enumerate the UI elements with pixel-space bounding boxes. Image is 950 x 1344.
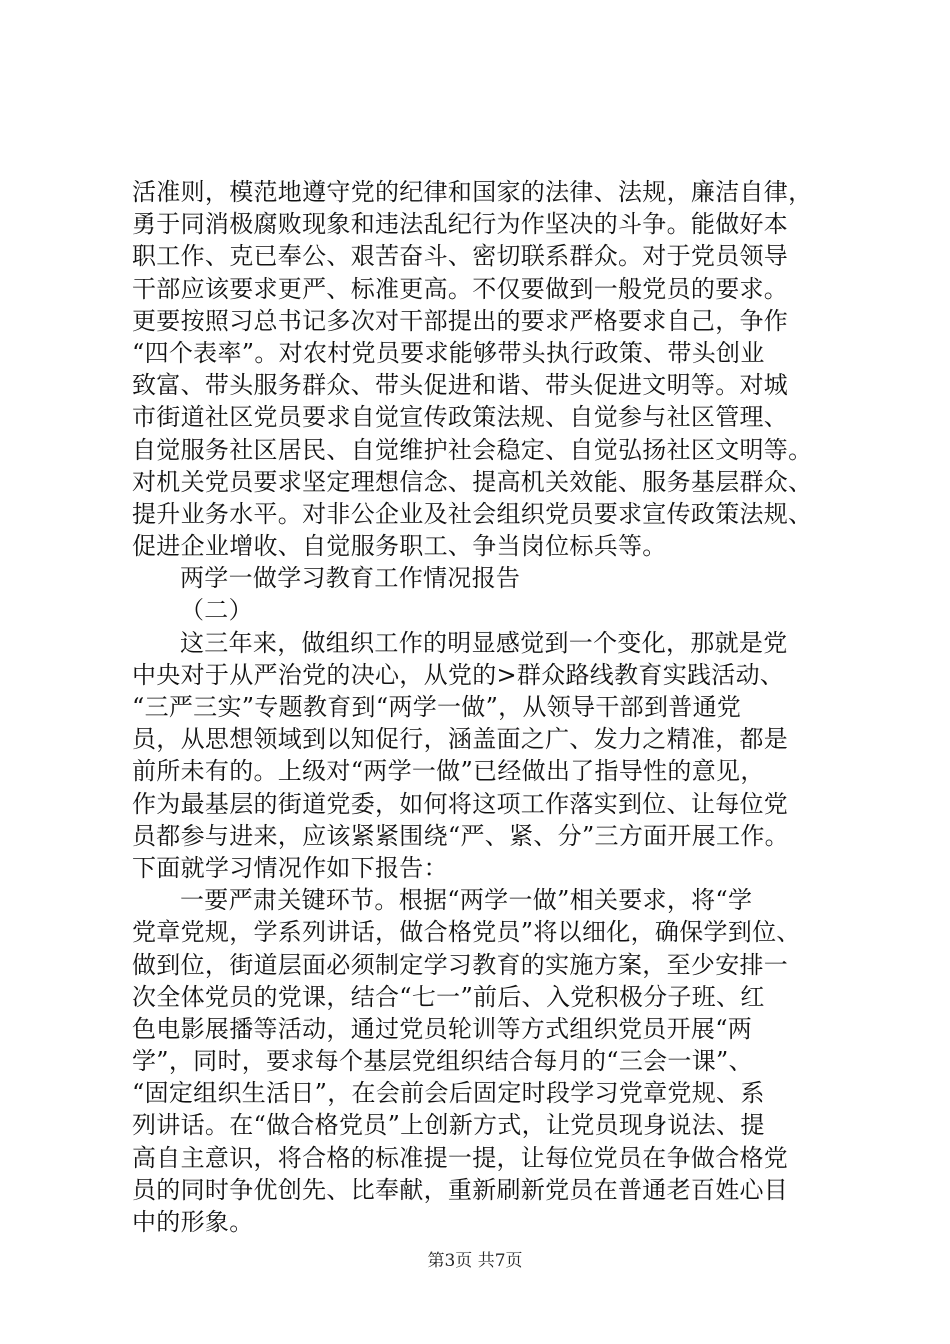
text-line: 员的同时争优创先、比奉献，重新刷新党员在普通老百姓心目 bbox=[132, 1175, 789, 1204]
text-line: 员都参与进来，应该紧紧围绕“严、紧、分”三方面开展工作。 bbox=[132, 821, 789, 850]
text-line: “三严三实”专题教育到“两学一做”，从领导干部到普通党 bbox=[132, 693, 742, 721]
text-line: “四个表率”。对农村党员要求能够带头执行政策、带头创业 bbox=[132, 338, 765, 367]
text-line: 党章党规，学系列讲话，做合格党员”将以细化，确保学到位、 bbox=[132, 918, 801, 947]
text-line: 一要严肃关键环节。根据“两学一做”相关要求，将“学 bbox=[180, 886, 753, 915]
text-line: 促进企业增收、自觉服务职工、争当岗位标兵等。 bbox=[132, 532, 667, 561]
text-line: 对机关党员要求坚定理想信念、提高机关效能、服务基层群众、 bbox=[132, 467, 813, 496]
text-line: 列讲话。在“做合格党员”上创新方式，让党员现身说法、提 bbox=[132, 1111, 765, 1140]
section-number: （二） bbox=[180, 596, 253, 625]
text-line: 更要按照习总书记多次对干部提出的要求严格要求自己，争作 bbox=[132, 306, 789, 335]
document-body bbox=[132, 176, 832, 1238]
text-line: 次全体党员的党课，结合“七一”前后、入党积极分子班、红 bbox=[132, 982, 765, 1011]
text-line: 前所未有的。上级对“两学一做”已经做出了指导性的意见， bbox=[132, 757, 765, 786]
text-line: 中的形象。 bbox=[132, 1208, 254, 1236]
text-line: 员，从思想领域到以知促行，涵盖面之广、发力之精准，都是 bbox=[132, 725, 789, 754]
text-line: 致富、带头服务群众、带头促进和谐、带头促进文明等。对城 bbox=[132, 371, 789, 400]
text-line: 市街道社区党员要求自觉宣传政策法规、自觉参与社区管理、 bbox=[132, 403, 789, 432]
text-line: 作为最基层的街道党委，如何将这项工作落实到位、让每位党 bbox=[132, 789, 789, 818]
text-line: 干部应该要求更严、标准更高。不仅要做到一般党员的要求。 bbox=[132, 274, 789, 303]
text-line: 高自主意识，将合格的标准提一提，让每位党员在争做合格党 bbox=[132, 1143, 789, 1172]
text-line: 色电影展播等活动，通过党员轮训等方式组织党员开展“两 bbox=[132, 1014, 753, 1043]
text-line: “固定组织生活日”，在会前会后固定时段学习党章党规、系 bbox=[132, 1079, 765, 1108]
text-line: 下面就学习情况作如下报告： bbox=[132, 853, 448, 882]
text-line: 学”，同时，要求每个基层党组织结合每月的“三会一课”、 bbox=[132, 1047, 753, 1076]
text-line: 自觉服务社区居民、自觉维护社会稳定、自觉弘扬社区文明等。 bbox=[132, 435, 813, 464]
text-line: 做到位，街道层面必须制定学习教育的实施方案，至少安排一 bbox=[132, 950, 789, 979]
text-line: 这三年来，做组织工作的明显感觉到一个变化，那就是党 bbox=[180, 628, 788, 657]
section-heading: 两学一做学习教育工作情况报告 bbox=[180, 564, 521, 593]
page-footer: 第3页 共7页 bbox=[427, 1251, 523, 1271]
text-line: 中央对于从严治党的决心，从党的>群众路线教育实践活动、 bbox=[132, 660, 785, 689]
text-line: 职工作、克已奉公、艰苦奋斗、密切联系群众。对于党员领导 bbox=[132, 242, 789, 271]
text-line: 提升业务水平。对非公企业及社会组织党员要求宣传政策法规、 bbox=[132, 499, 813, 528]
text-line: 勇于同消极腐败现象和违法乱纪行为作坚决的斗争。能做好本 bbox=[132, 210, 789, 239]
text-line: 活准则，模范地遵守党的纪律和国家的法律、法规，廉洁自律， bbox=[132, 178, 813, 206]
